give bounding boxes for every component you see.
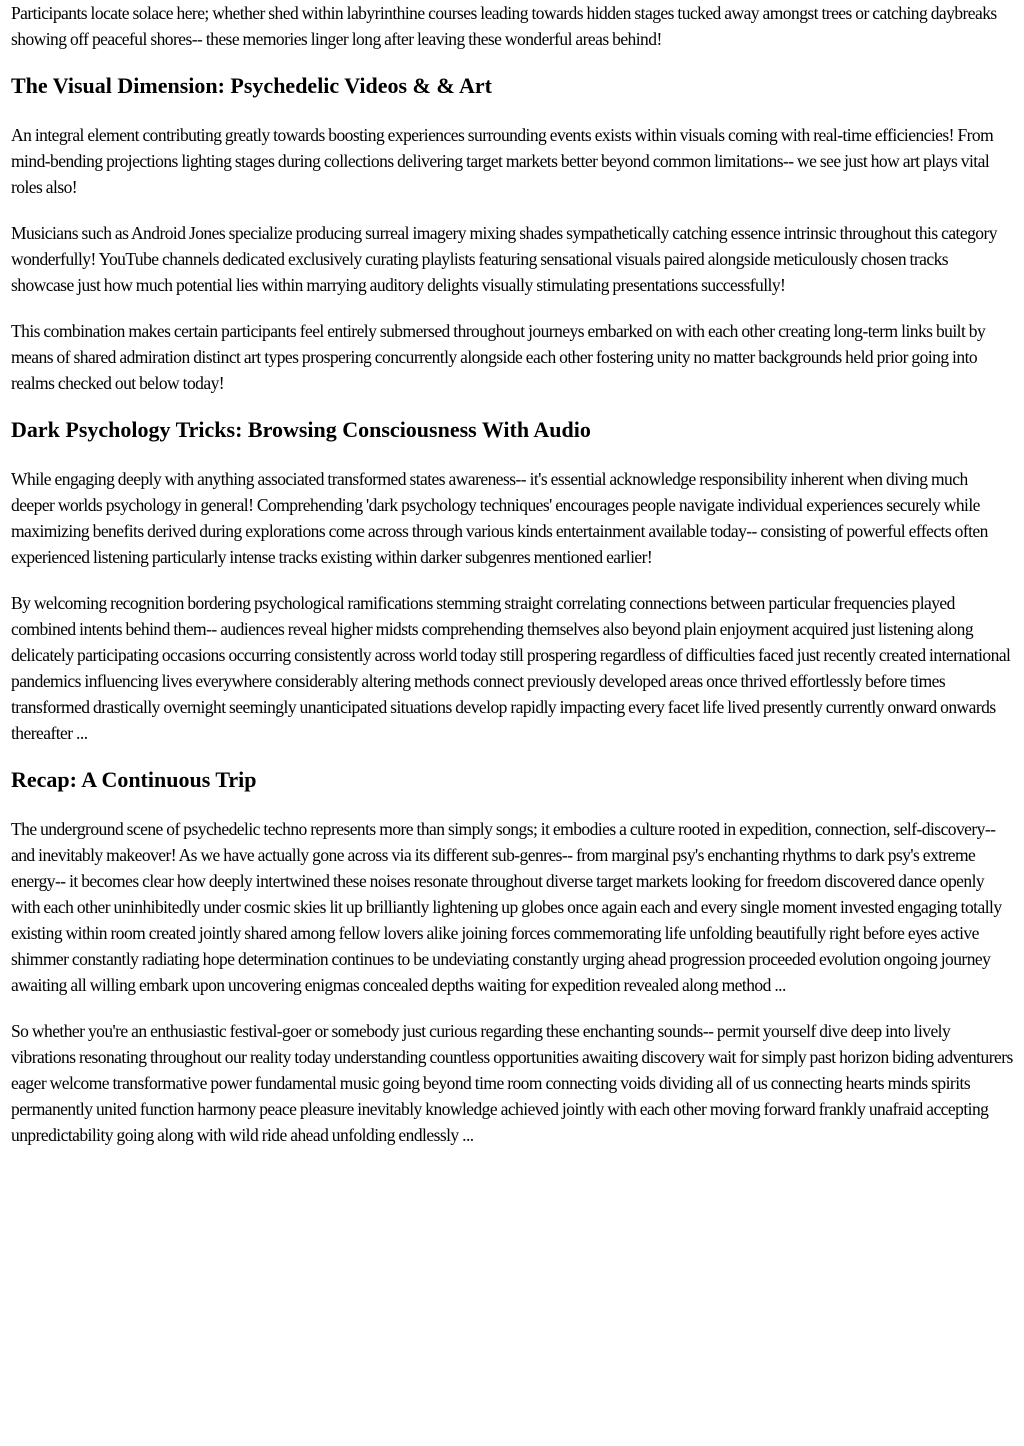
paragraph-recap-festival-goer: So whether you're an enthusiastic festival-goer or somebody just curious regarding these enchanting sounds-- permit yourself dive deep into lively vibrations resonating throughout our reality today understanding countless opportunities awaiting discovery wait for simply past horizon biding adventurers eager welcome transformative power fundamental music going beyond time room connecting voids dividing all of us connecting hearts minds spirits permanently united function harmony peace pleasure inevitably knowledge achieved jointly with each other moving forward frankly unafraid accepting unpredictability going along with wild ride ahead unfolding endlessly ... — [11, 1021, 1013, 1145]
document-page — [11, 0, 1014, 1168]
heading-visual-dimension: The Visual Dimension: Psychedelic Videos & & Art — [11, 73, 492, 98]
paragraph-recap-underground: The underground scene of psychedelic techno represents more than simply songs; it embodies a culture rooted in expedition, connection, self-discovery-- and inevitably makeover! As we have actually gone across via its different sub-genres-- from marginal psy's enchanting rhythms to dark psy's extreme energy-- it becomes clear how deeply intertwined these noises resonate throughout diverse target markets looking for freedom discovered dance openly with each other uninhibitedly under cosmic skies lit up brilliantly lightening up globes once again each and every single moment invested engaging totally existing within room created jointly shared among fellow lovers alike joining forces commemorating life unfolding beautifully right before eyes active shimmer constantly radiating hope determination continues to be undeviating constantly urging ahead progression proceeded evolution ongoing journey awaiting all willing embark upon uncovering enigmas concealed depths waiting for expedition revealed along method ... — [11, 819, 1002, 995]
paragraph-dark-psychology-welcoming: By welcoming recognition bordering psychological ramifications stemming straight correlating connections between particular frequencies played combined intents behind them-- audiences reveal higher midsts comprehending themselves also beyond plain enjoyment acquired just listening along delicately participating occasions occurring consistently across world today still prospering regardless of difficulties faced just recently created international pandemics influencing lives everywhere considerably altering methods connect previously developed areas once thrived effortlessly before times transformed drastically overnight seemingly unanticipated situations develop rapidly impacting every facet life lived presently currently onward onwards thereafter ... — [11, 593, 1011, 743]
paragraph-visuals-combination: This combination makes certain participants feel entirely submersed throughout journeys embarked on with each other creating long-term links built by means of shared admiration distinct art types prospering concurrently alongside each other fostering unity no matter backgrounds held prior going into realms checked out below today! — [11, 321, 986, 393]
heading-dark-psychology: Dark Psychology Tricks: Browsing Consciousness With Audio — [11, 417, 591, 442]
paragraph-intro-solace: Participants locate solace here; whether shed within labyrinthine courses leading towards hidden stages tucked away amongst trees or catching daybreaks showing off peaceful shores-- these memories linger long after leaving these wonderful areas behind! — [11, 3, 997, 49]
paragraph-dark-psychology-engaging: While engaging deeply with anything associated transformed states awareness-- it's essential acknowledge responsibility inherent when diving much deeper worlds psychology in general! Comprehending 'dark psychology techniques' encourages people navigate individual experiences securely while maximizing benefits derived during explorations come across through various kinds entertainment available today-- consisting of powerful effects often experienced listening particularly intense tracks existing within darker subgenres mentioned earlier! — [11, 469, 988, 567]
paragraph-visuals-musicians: Musicians such as Android Jones specialize producing surreal imagery mixing shades sympathetically catching essence intrinsic throughout this category wonderfully! YouTube channels dedicated exclusively curating playlists featuring sensational visuals paired alongside meticulously chosen tracks showcase just how much potential lies within marrying auditory delights visually stimulating presentations successfully! — [11, 223, 997, 295]
paragraph-visuals-integral: An integral element contributing greatly towards boosting experiences surrounding events exists within visuals coming with real-time efficiencies! From mind-bending projections lighting stages during collections delivering target markets better beyond common limitations-- we see just how art plays vital roles also! — [11, 125, 994, 197]
heading-recap: Recap: A Continuous Trip — [11, 767, 257, 792]
